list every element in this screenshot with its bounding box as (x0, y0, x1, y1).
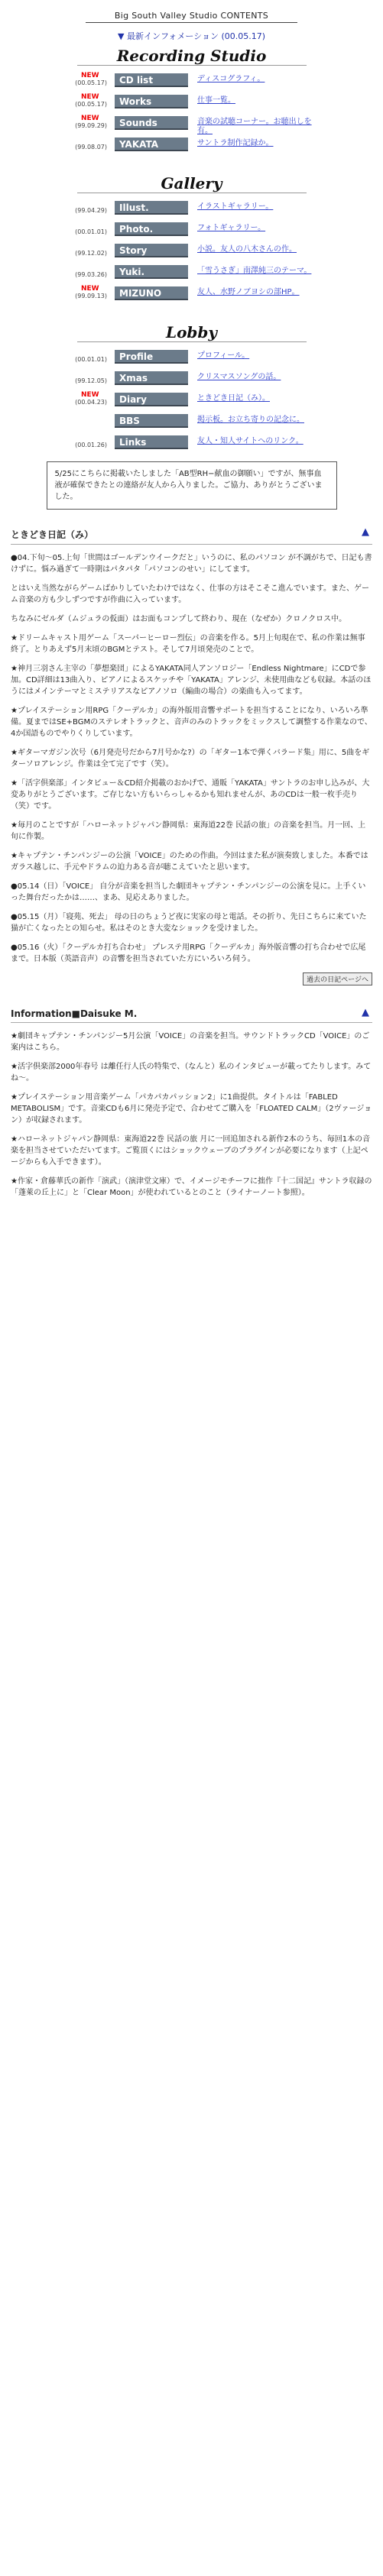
entry-paragraph: ★ハローネットジャパン静岡県：東海道22巻 民話の旅 月に一回追加される新作2本のうち、毎回1本の音楽を担当させていただいてます。ご覧頂くにはショックウェーブのプラグインが必要になります（上記ページからも入手できます）。 (11, 1135, 371, 1167)
menu-row (54, 244, 383, 261)
menu-date: (99.04.29) (75, 207, 107, 214)
entry-paragraph: ★「活字倶楽部」インタビュー＆CD紹介掲載のおかげで、通販「YAKATA」サントラのお申し込みが、大変ありがとうございます。ご存じない方もいらっしゃるかも知れませんが、あのCDは一般一枚手売り（笑）です。 (11, 779, 370, 811)
menu-date: (99.08.07) (75, 144, 107, 150)
menu-row (54, 201, 383, 218)
page-header (0, 11, 383, 21)
menu-date: (00.01.01) (75, 228, 107, 235)
entry-paragraph: ★神月三羽さん主宰の「夢想楽団」によるYAKATA同人アンソロジー「Endless Nightmare」にCDで参加。CD詳細は13曲入り、ピアノによるスケッチや「YAKATA」アレンジ、未使用曲なども収録。本話のほうにはメインテーマとミステリアスなピアノソロ（編曲の場合）の楽曲も入ってます。 (11, 665, 372, 696)
menu-row (54, 73, 383, 90)
new-badge: NEW (81, 391, 99, 399)
lobby-menu (54, 350, 383, 452)
menu-button[interactable]: Sounds (115, 116, 188, 130)
menu-date: (99.09.13) (75, 293, 107, 299)
menu-description-link[interactable]: 音楽の試聴コーナー。お聴出しを有。 (197, 118, 312, 135)
menu-description-link[interactable]: フォトギャラリー。 (197, 224, 266, 232)
menu-date: (00.05.17) (75, 79, 107, 86)
menu-button[interactable]: Yuki. (115, 265, 188, 279)
info-entries (11, 1031, 372, 1199)
menu-row (54, 435, 383, 452)
gallery-title: Gallery (161, 174, 222, 193)
menu-row (54, 393, 383, 409)
entry-paragraph: ★毎月のことですが「ハローネットジャパン静岡県：東海道22巻 民話の旅」の音楽を担当。月一回、上旬に作製。 (11, 821, 366, 841)
page (0, 11, 383, 1199)
entry-paragraph: ★プレイステーション用RPG「クーデルカ」の海外版用音響サポートを担当することになり、いろいろ準備。夏まではSE+BGMのステレオトラックと、音声のみのトラックをミックスして調整する作業なので、4か国語ものでやりくりしています。 (11, 707, 372, 738)
menu-date: (99.09.29) (75, 122, 107, 129)
menu-row (54, 116, 383, 133)
site-title: Big South Valley Studio CONTENTS (86, 11, 297, 23)
gallery-menu (54, 201, 383, 303)
entry-paragraph: ●05.15（月）「寝苑、死去」 母の日のちょうど夜に実家の母と電話。その折り、先日こちらに来ていた猫が亡くなったとの知らせ。私はそのとき大変なショックを受けました。 (11, 913, 367, 933)
menu-date: (00.04.23) (75, 399, 107, 406)
menu-row (54, 95, 383, 112)
menu-row (54, 222, 383, 239)
recording-title: Recording Studio (116, 47, 267, 65)
menu-button[interactable]: YAKATA (115, 138, 188, 151)
recording-section (0, 47, 383, 154)
menu-row (54, 265, 383, 282)
menu-description-link[interactable]: プロフィール。 (197, 351, 250, 360)
entry-paragraph: とはいえ当然ながらゲームばかりしていたわけではなく、仕事の方はそこそこ進んでいます。また、ゲーム音楽の方も少しずつですが作曲に入っています。 (11, 584, 369, 604)
recording-menu (54, 73, 383, 154)
menu-description-link[interactable]: 掲示板。お立ち寄りの記念に。 (197, 416, 304, 424)
menu-description-link[interactable]: ディスコグラフィ。 (197, 75, 265, 83)
arrow-up-icon[interactable]: ▲ (362, 1007, 369, 1018)
menu-date: (00.01.26) (75, 442, 107, 448)
menu-date: (99.03.26) (75, 271, 107, 278)
menu-date: (00.01.01) (75, 356, 107, 363)
new-badge: NEW (81, 72, 99, 79)
menu-description-link[interactable]: クリスマスソングの話。 (197, 373, 281, 381)
info-title: Information■Daisuke M. (11, 1008, 138, 1019)
menu-button[interactable]: Xmas (115, 371, 188, 385)
entry-paragraph: ●05.16（火）「クーデルカ打ち合わせ」 プレステ用RPG「クーデルカ」海外版音響の打ち合わせで広尾まで。日本版（英語音声）の音響を担当されていた方にいろいろ伺う。 (11, 943, 366, 963)
menu-date: (00.05.17) (75, 101, 107, 108)
entry-paragraph: ★作家・倉藤華氏の新作「演武」（演津堂文庫）で、イメージモチーフに拙作『十二国記』サントラ収録の「蓬萊の丘上に」と「Clear Moon」が使われているとのこと（ライナーノート参照）。 (11, 1177, 372, 1197)
latest-info-link[interactable]: ▼ 最新インフォメーション (00.05.17) (117, 31, 266, 41)
menu-description-link[interactable]: 友人、水野ノブヨシの部HP。 (197, 288, 300, 296)
entry-paragraph: ★キャプテン・チンパンジーの公演「VOICE」のための作曲。今回はまた私が演奏致しました。本番ではガラス越しに、手元やドラムの迫力ある音が聴こえていたと思います。 (11, 852, 368, 872)
menu-description-link[interactable]: 仕事一覧。 (197, 96, 235, 105)
new-badge: NEW (81, 285, 99, 293)
menu-button[interactable]: Photo. (115, 222, 188, 236)
lobby-section (0, 323, 383, 452)
menu-row (54, 371, 383, 388)
diary-header (11, 528, 372, 545)
new-badge: NEW (81, 115, 99, 122)
arrow-up-icon[interactable]: ▲ (362, 526, 369, 538)
menu-row (54, 414, 383, 431)
entry-paragraph: ★ギターマガジン次号（6月発売号だから7月号かな?）の「ギター1本で弾くバラード集」用に、5曲をギターソロアレンジ。作業は全て完了です（笑）。 (11, 749, 370, 769)
menu-button[interactable]: Story (115, 244, 188, 257)
menu-date: (99.12.02) (75, 250, 107, 257)
entry-paragraph: ★プレイステーション用音楽ゲーム「パカパカパッション2」に1曲提供。タイトルは「FABLED METABOLISM」です。音楽CDも6月に発売予定で、合わせてご購入を「FLOATED CALM」（2ヴァージョン）が収録されます。 (11, 1093, 372, 1125)
entry-paragraph: ★活字倶楽部2000年春号 は離任行人氏の特集で、（なんと）私のインタビューが載ってたりします。みてね〜。 (11, 1063, 372, 1083)
menu-description-link[interactable]: イラストギャラリー。 (197, 202, 274, 211)
menu-row (54, 286, 383, 303)
more-row (11, 972, 372, 985)
divider (77, 65, 307, 66)
entry-paragraph: ●05.14（日）「VOICE」 自分が音楽を担当した劇団キャプテン・チンパンジーの公演を見に。上手くいった舞台だったかは……、まあ、見応えありました。 (11, 882, 366, 902)
menu-button[interactable]: Links (115, 435, 188, 449)
menu-description-link[interactable]: 友人・知人サイトへのリンク。 (197, 437, 303, 445)
menu-button[interactable]: MIZUNO (115, 286, 188, 300)
new-badge: NEW (81, 93, 99, 101)
menu-row (54, 350, 383, 367)
menu-button[interactable]: BBS (115, 414, 188, 428)
past-diary-button[interactable]: 過去の日記ページへ (303, 972, 372, 985)
menu-date: (99.12.05) (75, 377, 107, 384)
entry-paragraph: ●04.下旬〜05.上旬「世間はゴールデンウイークだと」いうのに、私のパソコン が不調がちで、日記も書けずに。悩み過ぎて一時期はパタパタ「パソコンのせい」にしてます。 (11, 554, 372, 574)
menu-button[interactable]: Diary (115, 393, 188, 406)
diary-title: ときどき日記（み） (11, 529, 94, 540)
divider (77, 341, 307, 342)
lobby-title: Lobby (166, 323, 217, 341)
menu-description-link[interactable]: 「雪うさぎ」南澤純三のテーマ。 (197, 267, 312, 275)
entry-paragraph: ★劇団キャプテン・チンパンジー5月公演「VOICE」の音楽を担当。サウンドトラックCD「VOICE」のご案内はこちら。 (11, 1032, 370, 1052)
entry-paragraph: ★ドリームキャスト用ゲーム「スーパーヒーロー烈伝」の音楽を作る。5月上旬現在で、私の作業は無事終了。とりあえず5月末頃のBGMとテスト。そして7月頃発売のことで。 (11, 634, 365, 654)
menu-description-link[interactable]: サントラ制作記録か。 (197, 139, 274, 147)
gallery-section (0, 174, 383, 303)
menu-description-link[interactable]: 小説。友人の八木さんの作。 (197, 245, 297, 254)
menu-description-link[interactable]: ときどき日記（み）。 (197, 394, 270, 403)
diary-entries (11, 552, 372, 965)
menu-button[interactable]: Works (115, 95, 188, 108)
menu-button[interactable]: CD list (115, 73, 188, 87)
menu-button[interactable]: Illust. (115, 201, 188, 215)
info-header (11, 1008, 372, 1023)
menu-button[interactable]: Profile (115, 350, 188, 364)
notice-box: 5/25にこちらに掲載いたしました「AB型RH−献血の御願い」ですが、無事血液が確保できたとの連絡が友人から入りました。ご協力、ありがとうございました。 (47, 461, 337, 510)
menu-row (54, 138, 383, 154)
entry-paragraph: ちなみにゼルダ（ムジュラの仮面）はお面もコンプして終わり、現在（なぜか）クロノクロス中。 (11, 615, 347, 623)
